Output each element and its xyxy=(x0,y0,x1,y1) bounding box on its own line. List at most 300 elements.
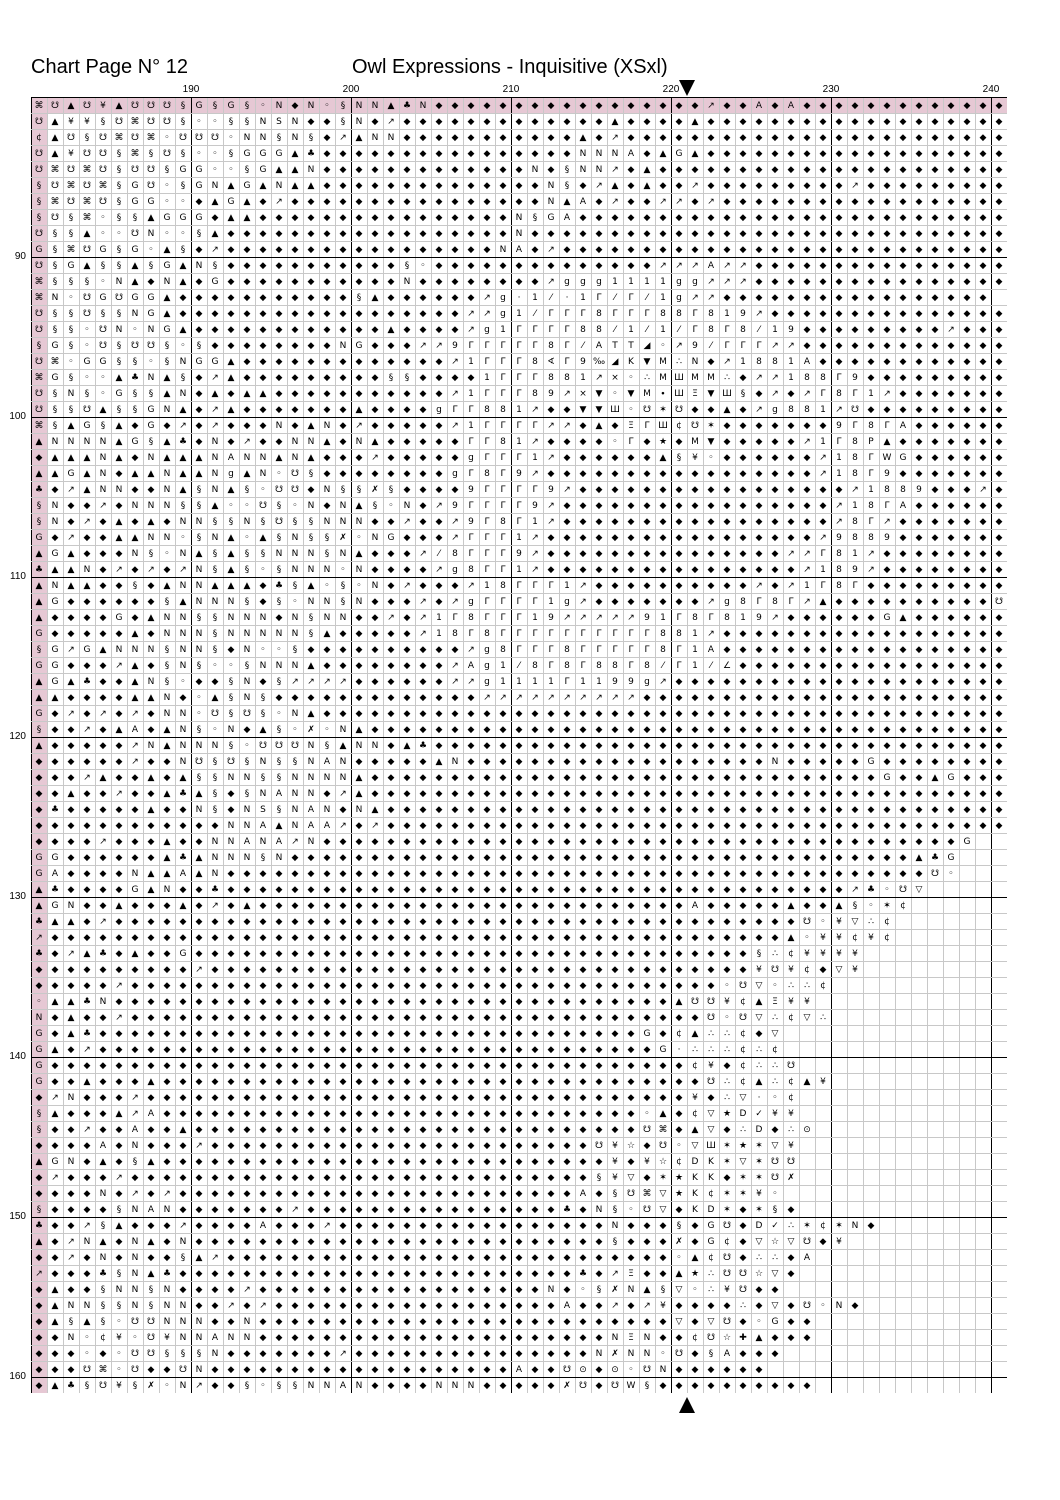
cell-symbol: G xyxy=(131,293,139,303)
cell-symbol: ◆ xyxy=(291,373,299,383)
cell-symbol: ◆ xyxy=(515,1253,523,1263)
cell-symbol: ◆ xyxy=(867,693,875,703)
cell-symbol: 1 xyxy=(484,373,490,383)
cell-symbol: ◆ xyxy=(595,549,603,559)
cell-symbol: N xyxy=(179,1237,187,1247)
cell-symbol: ◆ xyxy=(291,1317,299,1327)
cell-symbol: ◆ xyxy=(931,389,939,399)
cell-symbol: ◆ xyxy=(291,997,299,1007)
cell-symbol: ◆ xyxy=(243,885,251,895)
cell-symbol: ◆ xyxy=(947,581,955,591)
cell-symbol: N xyxy=(179,709,187,719)
cell-symbol: ◆ xyxy=(947,197,955,207)
cell-symbol: ∴ xyxy=(724,373,730,383)
cell-symbol: ◆ xyxy=(387,901,395,911)
cell-symbol: ◆ xyxy=(675,117,683,127)
cell-symbol: N xyxy=(115,277,123,287)
cell-symbol: ◆ xyxy=(499,997,507,1007)
cell-symbol: ◆ xyxy=(275,341,283,351)
column-number: 220 xyxy=(662,84,680,95)
cell-symbol: ◆ xyxy=(515,853,523,863)
cell-symbol: A xyxy=(323,757,331,767)
cell-symbol: ◆ xyxy=(195,1237,203,1247)
cell-symbol: ◆ xyxy=(627,1061,635,1071)
cell-symbol: N xyxy=(67,901,75,911)
cell-symbol: ◆ xyxy=(835,741,843,751)
cell-symbol: ◆ xyxy=(723,901,731,911)
cell-symbol: ◆ xyxy=(643,501,651,511)
cell-symbol: ↗ xyxy=(883,517,891,527)
cell-symbol: ◆ xyxy=(83,1173,91,1183)
cell-symbol: ◆ xyxy=(563,853,571,863)
cell-symbol: ↗ xyxy=(611,693,619,703)
cell-symbol: ◆ xyxy=(243,1093,251,1103)
cell-symbol: ◆ xyxy=(579,917,587,927)
cell-symbol: ◆ xyxy=(819,421,827,431)
cell-symbol: ◆ xyxy=(163,1045,171,1055)
cell-symbol: ◆ xyxy=(675,581,683,591)
cell-symbol: N xyxy=(163,533,171,543)
cell-symbol: g xyxy=(500,293,506,303)
cell-symbol: ◆ xyxy=(51,1077,59,1087)
cell-symbol: N xyxy=(323,565,331,575)
cell-symbol: ◆ xyxy=(723,101,731,111)
cell-symbol: ◆ xyxy=(707,581,715,591)
cell-symbol: Γ xyxy=(644,421,650,431)
cell-symbol: ▲ xyxy=(387,101,395,111)
cell-symbol: ☋ xyxy=(131,341,139,351)
cell-symbol: ◆ xyxy=(659,1013,667,1023)
cell-symbol: ▽ xyxy=(755,981,763,991)
cell-symbol: ◆ xyxy=(131,1173,139,1183)
cell-symbol: ◆ xyxy=(467,901,475,911)
cell-symbol: A xyxy=(339,1381,347,1391)
cell-symbol: ◆ xyxy=(931,197,939,207)
cell-symbol: ◆ xyxy=(339,949,347,959)
cell-symbol: ▲ xyxy=(83,1077,91,1087)
cell-symbol: ∴ xyxy=(788,981,794,991)
cell-symbol: ◆ xyxy=(227,1157,235,1167)
cell-symbol: ◆ xyxy=(563,133,571,143)
cell-symbol: ◆ xyxy=(755,885,763,895)
cell-symbol: ◆ xyxy=(787,277,795,287)
cell-symbol: ◆ xyxy=(579,709,587,719)
cell-symbol: ¢ xyxy=(740,997,746,1007)
cell-symbol: ☋ xyxy=(51,181,59,191)
cell-symbol: ♣ xyxy=(306,149,316,159)
cell-symbol: Γ xyxy=(468,341,474,351)
cell-symbol: ◆ xyxy=(579,933,587,943)
cell-symbol: ▲ xyxy=(147,613,155,623)
cell-symbol: ↗ xyxy=(243,437,251,447)
cell-symbol: ◆ xyxy=(419,1285,427,1295)
cell-symbol: ▲ xyxy=(307,421,315,431)
cell-symbol: ↗ xyxy=(419,341,427,351)
cell-symbol: ◆ xyxy=(579,901,587,911)
cell-symbol: ◆ xyxy=(563,469,571,479)
cell-symbol: ◆ xyxy=(467,1029,475,1039)
cell-symbol: G xyxy=(35,1061,43,1071)
cell-symbol: ◆ xyxy=(419,965,427,975)
cell-symbol: ◆ xyxy=(339,261,347,271)
cell-symbol: ◆ xyxy=(579,1317,587,1327)
cell-symbol: N xyxy=(307,789,315,799)
cell-symbol: ☋ xyxy=(995,597,1003,607)
cell-symbol: ◆ xyxy=(307,1061,315,1071)
cell-symbol: ⁄ xyxy=(534,309,536,319)
cell-symbol: N xyxy=(291,549,299,559)
cell-symbol: G xyxy=(147,197,155,207)
cell-symbol: ▲ xyxy=(67,549,75,559)
cell-symbol: ◆ xyxy=(35,1173,43,1183)
cell-symbol: Γ xyxy=(708,613,714,623)
cell-symbol: ◆ xyxy=(531,181,539,191)
cell-symbol: N xyxy=(179,1317,187,1327)
cell-symbol: ☋ xyxy=(707,997,715,1007)
cell-symbol: ◆ xyxy=(579,885,587,895)
cell-symbol: ▲ xyxy=(675,1269,683,1279)
cell-symbol: ◆ xyxy=(627,181,635,191)
cell-symbol: ✶ xyxy=(723,1189,731,1199)
cell-symbol: ◆ xyxy=(355,1061,363,1071)
cell-symbol: ◆ xyxy=(915,517,923,527)
cell-symbol: ♣ xyxy=(274,581,284,591)
cell-symbol: ◆ xyxy=(83,981,91,991)
cell-symbol: ¢ xyxy=(884,917,890,927)
cell-symbol: ↗ xyxy=(307,677,315,687)
cell-symbol: ◆ xyxy=(451,373,459,383)
cell-symbol: Γ xyxy=(500,565,506,575)
cell-symbol: ◆ xyxy=(723,789,731,799)
cell-symbol: ◆ xyxy=(819,261,827,271)
cell-symbol: ◆ xyxy=(563,1029,571,1039)
cell-symbol: ◆ xyxy=(755,741,763,751)
cell-symbol: ◆ xyxy=(403,1221,411,1231)
cell-symbol: ◆ xyxy=(803,245,811,255)
cell-symbol: ◆ xyxy=(611,245,619,255)
cell-symbol: ▲ xyxy=(355,549,363,559)
cell-symbol: ◆ xyxy=(467,917,475,927)
cell-symbol: ◆ xyxy=(419,325,427,335)
cell-symbol: G xyxy=(195,101,203,111)
cell-symbol: ◆ xyxy=(643,725,651,735)
cell-symbol: ◆ xyxy=(467,1061,475,1071)
cell-symbol: ◆ xyxy=(403,837,411,847)
cell-symbol: ◆ xyxy=(979,325,987,335)
cell-symbol: N xyxy=(163,629,171,639)
cell-symbol: 1 xyxy=(580,677,586,687)
cell-symbol: ◆ xyxy=(515,869,523,879)
cell-symbol: ◆ xyxy=(67,1173,75,1183)
cell-symbol: ◆ xyxy=(483,997,491,1007)
cell-symbol: ◆ xyxy=(547,1221,555,1231)
cell-symbol: ◆ xyxy=(515,1093,523,1103)
cell-symbol: § xyxy=(68,213,74,223)
cell-symbol: ◆ xyxy=(579,837,587,847)
cell-symbol: ◆ xyxy=(995,197,1003,207)
cell-symbol: g xyxy=(468,453,474,463)
cell-symbol: ◆ xyxy=(115,1045,123,1055)
cell-symbol: ◆ xyxy=(99,1045,107,1055)
cell-symbol: ▲ xyxy=(67,1013,75,1023)
cell-symbol: ◆ xyxy=(35,1381,43,1391)
cell-symbol: ◆ xyxy=(387,949,395,959)
cell-symbol: ◆ xyxy=(707,837,715,847)
cell-symbol: ◆ xyxy=(787,869,795,879)
cell-symbol: N xyxy=(179,549,187,559)
cell-symbol: § xyxy=(116,341,122,351)
cell-symbol: ◆ xyxy=(115,773,123,783)
cell-symbol: ◆ xyxy=(531,821,539,831)
cell-symbol: ¥ xyxy=(164,1333,170,1343)
cell-symbol: § xyxy=(84,389,90,399)
cell-symbol: ◆ xyxy=(835,853,843,863)
cell-symbol: ◦ xyxy=(132,325,138,335)
cell-symbol: ◦ xyxy=(772,981,778,991)
cell-symbol: A xyxy=(467,661,475,671)
cell-symbol: ◆ xyxy=(531,773,539,783)
cell-symbol: N xyxy=(131,1301,139,1311)
cell-symbol: Γ xyxy=(564,357,570,367)
cell-symbol: ◆ xyxy=(211,213,219,223)
cell-symbol: ◆ xyxy=(979,341,987,351)
cell-symbol: ◆ xyxy=(147,277,155,287)
cell-symbol: 1 xyxy=(740,613,746,623)
cell-symbol: 9 xyxy=(468,485,474,495)
cell-symbol: ◆ xyxy=(403,997,411,1007)
cell-symbol: ◆ xyxy=(83,549,91,559)
cell-symbol: § xyxy=(196,661,202,671)
cell-symbol: N xyxy=(163,277,171,287)
cell-symbol: ♣ xyxy=(50,805,60,815)
cell-symbol: ◆ xyxy=(483,197,491,207)
cell-symbol: § xyxy=(244,549,250,559)
cell-symbol: ◆ xyxy=(867,117,875,127)
cell-symbol: ◆ xyxy=(691,885,699,895)
cell-symbol: Ξ xyxy=(628,1269,634,1279)
cell-symbol: ◆ xyxy=(547,1045,555,1055)
cell-symbol: ◆ xyxy=(771,549,779,559)
cell-symbol: A xyxy=(51,869,59,879)
cell-symbol: ◆ xyxy=(419,133,427,143)
cell-symbol: ◆ xyxy=(467,133,475,143)
cell-symbol: ◆ xyxy=(819,965,827,975)
cell-symbol: ◆ xyxy=(611,837,619,847)
cell-symbol: ◆ xyxy=(995,789,1003,799)
cell-symbol: N xyxy=(403,501,411,511)
cell-symbol: ◆ xyxy=(595,261,603,271)
cell-symbol: ◆ xyxy=(963,677,971,687)
cell-symbol: ◆ xyxy=(99,853,107,863)
cell-symbol: ☋ xyxy=(899,885,907,895)
cell-symbol: ◆ xyxy=(483,1125,491,1135)
cell-symbol: ◆ xyxy=(739,933,747,943)
cell-symbol: ◆ xyxy=(755,533,763,543)
cell-symbol: ◆ xyxy=(643,901,651,911)
cell-symbol: ⌘ xyxy=(82,213,92,223)
cell-symbol: ◆ xyxy=(979,549,987,559)
cell-symbol: § xyxy=(180,501,186,511)
cell-symbol: ◆ xyxy=(99,1013,107,1023)
cell-symbol: ◆ xyxy=(291,917,299,927)
cell-symbol: ◆ xyxy=(595,517,603,527)
cell-symbol: ☋ xyxy=(691,997,699,1007)
cell-symbol: ◆ xyxy=(547,117,555,127)
cell-symbol: ◆ xyxy=(787,805,795,815)
cell-symbol: ◆ xyxy=(755,629,763,639)
cell-symbol: § xyxy=(212,549,218,559)
cell-symbol: ◆ xyxy=(531,261,539,271)
cell-symbol: ◆ xyxy=(243,1237,251,1247)
cell-symbol: N xyxy=(243,629,251,639)
cell-symbol: ◦ xyxy=(196,693,202,703)
cell-symbol: ▲ xyxy=(371,805,379,815)
cell-symbol: ☋ xyxy=(771,1157,779,1167)
cell-symbol: ◆ xyxy=(835,869,843,879)
cell-symbol: N xyxy=(195,597,203,607)
cell-symbol: ◆ xyxy=(675,181,683,191)
cell-symbol: ◆ xyxy=(179,805,187,815)
cell-symbol: ◆ xyxy=(83,1093,91,1103)
cell-symbol: ◆ xyxy=(483,133,491,143)
cell-symbol: ◆ xyxy=(451,1109,459,1119)
cell-symbol: ◆ xyxy=(659,805,667,815)
cell-symbol: ◆ xyxy=(371,261,379,271)
cell-symbol: ◆ xyxy=(915,101,923,111)
cell-symbol: ◆ xyxy=(51,1221,59,1231)
cell-symbol: G xyxy=(179,165,187,175)
cell-symbol: ◆ xyxy=(67,1045,75,1055)
cell-symbol: § xyxy=(100,1301,106,1311)
cell-symbol: Γ xyxy=(724,325,730,335)
cell-symbol: ◆ xyxy=(691,949,699,959)
cell-symbol: ◆ xyxy=(915,261,923,271)
cell-symbol: 8 xyxy=(452,549,458,559)
cell-symbol: ♣ xyxy=(162,1269,172,1279)
cell-symbol: ◆ xyxy=(51,789,59,799)
cell-symbol: G xyxy=(35,1077,43,1087)
cell-symbol: ◆ xyxy=(675,933,683,943)
column-number: 200 xyxy=(342,84,360,95)
cell-symbol: ◆ xyxy=(275,389,283,399)
cell-symbol: ◆ xyxy=(691,229,699,239)
cell-symbol: ◆ xyxy=(803,789,811,799)
cell-symbol: N xyxy=(147,453,155,463)
cell-symbol: ◆ xyxy=(211,1205,219,1215)
cell-symbol: ↗ xyxy=(547,501,555,511)
cell-symbol: ◆ xyxy=(675,1125,683,1135)
cell-symbol: ◆ xyxy=(947,261,955,271)
cell-symbol: ◆ xyxy=(851,773,859,783)
cell-symbol: § xyxy=(324,533,330,543)
cell-symbol: ¥ xyxy=(788,997,794,1007)
cell-symbol: ◆ xyxy=(947,373,955,383)
cell-symbol: ◆ xyxy=(931,165,939,175)
cell-symbol: N xyxy=(259,837,267,847)
cell-symbol: ◆ xyxy=(979,757,987,767)
cell-symbol: ◆ xyxy=(867,725,875,735)
cell-symbol: N xyxy=(339,773,347,783)
cell-symbol: ◆ xyxy=(323,373,331,383)
cell-symbol: ◆ xyxy=(451,1365,459,1375)
cell-symbol: Γ xyxy=(500,421,506,431)
cell-symbol: ◦ xyxy=(260,101,266,111)
cell-symbol: N xyxy=(611,149,619,159)
cell-symbol: ◆ xyxy=(99,1205,107,1215)
cell-symbol: ◆ xyxy=(995,677,1003,687)
cell-symbol: Γ xyxy=(852,581,858,591)
cell-symbol: ¢ xyxy=(708,1189,714,1199)
cell-symbol: ◆ xyxy=(483,869,491,879)
cell-symbol: ◆ xyxy=(835,293,843,303)
cell-symbol: ◆ xyxy=(67,501,75,511)
cell-symbol: ↗ xyxy=(867,549,875,559)
cell-symbol: N xyxy=(611,1333,619,1343)
cell-symbol: Γ xyxy=(500,501,506,511)
cell-symbol: ◆ xyxy=(67,805,75,815)
cell-symbol: ◆ xyxy=(643,917,651,927)
cell-symbol: ◆ xyxy=(323,1285,331,1295)
cell-symbol: ▲ xyxy=(163,453,171,463)
cell-symbol: ◆ xyxy=(51,1141,59,1151)
cell-symbol: 1 xyxy=(516,309,522,319)
cell-symbol: N xyxy=(211,853,219,863)
cell-symbol: N xyxy=(643,1349,651,1359)
cell-symbol: ◆ xyxy=(707,917,715,927)
cell-symbol: ◆ xyxy=(899,341,907,351)
cell-symbol: ◆ xyxy=(611,773,619,783)
cell-symbol: ◆ xyxy=(595,981,603,991)
cell-symbol: ◆ xyxy=(307,405,315,415)
cell-symbol: ◆ xyxy=(867,645,875,655)
cell-symbol: N xyxy=(147,741,155,751)
cell-symbol: Γ xyxy=(820,549,826,559)
cell-symbol: ◆ xyxy=(819,869,827,879)
cell-symbol: ◆ xyxy=(275,1205,283,1215)
cell-symbol: ◆ xyxy=(675,213,683,223)
cell-symbol: ◆ xyxy=(323,1045,331,1055)
cell-symbol: 1 xyxy=(820,565,826,575)
cell-symbol: ↗ xyxy=(643,1301,651,1311)
cell-symbol: ▽ xyxy=(659,1205,667,1215)
cell-symbol: ▲ xyxy=(195,853,203,863)
cell-symbol: ◆ xyxy=(211,1077,219,1087)
cell-symbol: ◆ xyxy=(291,965,299,975)
cell-symbol: ◆ xyxy=(739,1221,747,1231)
cell-symbol: ◆ xyxy=(691,165,699,175)
cell-symbol: ◆ xyxy=(163,757,171,767)
cell-symbol: ◆ xyxy=(387,789,395,799)
cell-symbol: ◆ xyxy=(803,261,811,271)
cell-symbol: ◆ xyxy=(963,789,971,799)
cell-symbol: ◆ xyxy=(339,309,347,319)
cell-symbol: ↗ xyxy=(627,613,635,623)
cell-symbol: ◆ xyxy=(35,1253,43,1263)
cell-symbol: ◆ xyxy=(579,1173,587,1183)
cell-symbol: ↗ xyxy=(659,677,667,687)
cell-symbol: ◆ xyxy=(723,181,731,191)
cell-symbol: ◆ xyxy=(275,293,283,303)
cell-symbol: § xyxy=(196,341,202,351)
cell-symbol: ✗ xyxy=(371,485,379,495)
cell-symbol: ◆ xyxy=(163,421,171,431)
cell-symbol: ◆ xyxy=(259,245,267,255)
cell-symbol: ◆ xyxy=(883,629,891,639)
cell-symbol: ◆ xyxy=(339,693,347,703)
cell-symbol: Γ xyxy=(532,485,538,495)
cell-symbol: ◆ xyxy=(403,901,411,911)
cell-symbol: ◆ xyxy=(851,1301,859,1311)
